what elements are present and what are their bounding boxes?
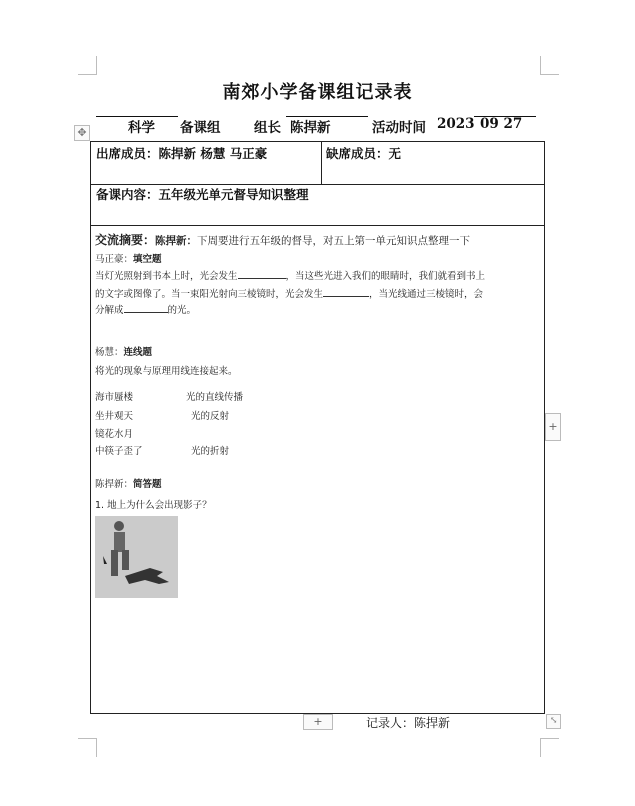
section1-heading[interactable] <box>95 251 162 265</box>
fill-text-1b: ，当这些光进入我们的眼睛时，我们就看到书上 <box>285 271 486 282</box>
header-time-label: 活动时间 <box>372 120 426 136</box>
add-row-icon[interactable]: + <box>303 714 333 730</box>
crop-mark-bottom-right <box>540 738 559 757</box>
fill-text-3a: 分解成 <box>95 305 124 316</box>
header-date: 09 27 <box>480 116 523 132</box>
section3-type: 简答题 <box>133 479 162 490</box>
section1-type: 填空题 <box>133 254 162 265</box>
match-left-4[interactable]: 中筷子歪了 <box>95 446 143 457</box>
header-year: 2023 <box>437 116 475 132</box>
fill-text-3b: 的光。 <box>167 305 197 316</box>
fill-text-2b: ，当光线通过三棱镜时，会 <box>369 289 484 300</box>
summary-line[interactable] <box>95 231 470 248</box>
match-right-4[interactable]: 光的折射 <box>191 446 230 457</box>
section3-question[interactable]: 1. 地上为什么会出现影子？ <box>95 500 212 511</box>
section1-author: 马正豪： <box>95 254 134 265</box>
section2-author: 杨慧： <box>95 347 124 358</box>
absent-members[interactable]: 缺席成员：无 <box>326 146 402 161</box>
header-line <box>96 116 546 136</box>
match-left-1[interactable]: 海市蜃楼 <box>95 392 134 403</box>
table-move-handle-icon[interactable]: ✥ <box>74 125 90 141</box>
header-subject: 科学 <box>128 120 155 136</box>
present-members[interactable]: 出席成员：陈捍新 杨慧 马正豪 <box>96 146 268 161</box>
section1-line1[interactable] <box>95 268 485 282</box>
blank-2[interactable] <box>323 287 369 297</box>
blank-1[interactable] <box>238 269 286 279</box>
blank-3[interactable] <box>124 303 168 313</box>
match-left-2[interactable]: 坐井观天 <box>95 411 134 422</box>
match-left-3[interactable]: 镜花水月 <box>95 429 134 440</box>
section2-instruction[interactable]: 将光的现象与原理用线连接起来。 <box>95 366 238 377</box>
match-right-2[interactable]: 光的反射 <box>191 411 230 422</box>
summary-label: 交流摘要： <box>95 233 156 247</box>
shadow-photo[interactable] <box>95 516 178 598</box>
section1-line3[interactable] <box>95 302 196 316</box>
record-table <box>90 141 545 714</box>
header-group-label: 备课组 <box>180 120 221 136</box>
table-resize-icon[interactable]: ⤡ <box>546 714 561 729</box>
row-divider-2 <box>91 225 544 226</box>
fill-text-1a: 当灯光照射到书本上时，光会发生 <box>95 271 238 282</box>
header-leader: 陈捍新 <box>290 120 331 136</box>
page-title: 南郊小学备课组记录表 <box>222 82 413 103</box>
add-column-icon[interactable]: + <box>545 413 561 441</box>
attendance-divider <box>321 142 322 184</box>
summary-speaker: 陈捍新： <box>155 235 198 247</box>
section1-line2[interactable] <box>95 286 483 300</box>
child-shadow-illustration <box>95 516 178 598</box>
section3-author: 陈捍新： <box>95 479 134 490</box>
lesson-content[interactable]: 备课内容：五年级光单元督导知识整理 <box>96 187 309 202</box>
section2-heading[interactable] <box>95 344 152 358</box>
crop-mark-top-left <box>78 56 97 75</box>
crop-mark-top-right <box>540 56 559 75</box>
recorder[interactable]: 记录人：陈捍新 <box>366 716 451 730</box>
header-leader-label: 组长 <box>254 120 281 136</box>
section3-heading[interactable] <box>95 476 162 490</box>
section2-type: 连线题 <box>123 347 153 358</box>
crop-mark-bottom-left <box>78 738 97 757</box>
fill-text-2a: 的文字或图像了。当一束阳光射向三棱镜时，光会发生 <box>95 289 324 300</box>
summary-text: 下周要进行五年级的督导，对五上第一单元知识点整理一下 <box>197 235 471 247</box>
match-right-1[interactable]: 光的直线传播 <box>186 392 244 403</box>
